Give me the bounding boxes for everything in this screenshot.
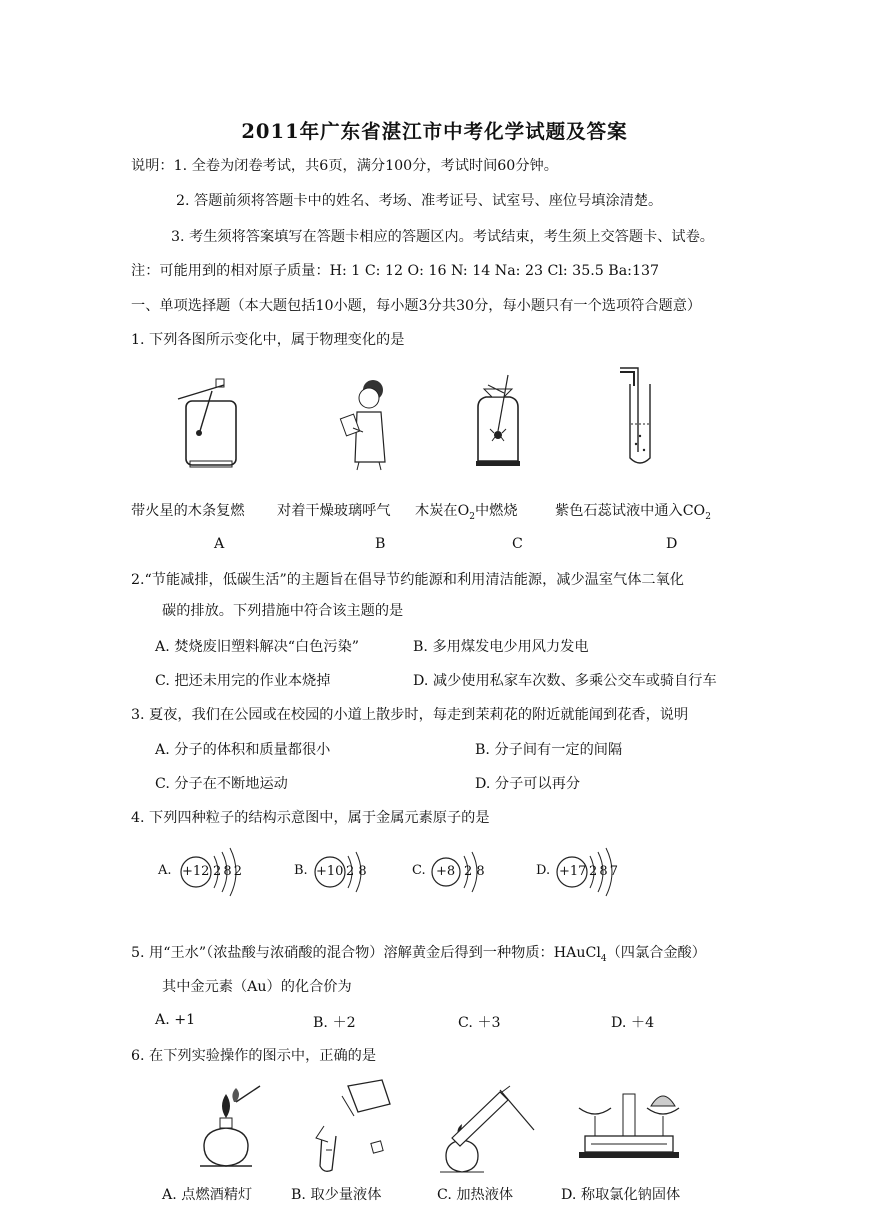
note-2: 2. 答题前须将答题卡中的姓名、考场、准考证号、试室号、座位号填涂清楚。	[176, 193, 663, 209]
page-title: 2011年广东省湛江市中考化学试题及答案	[241, 120, 628, 143]
q1-caption-b: 对着干燥玻璃呼气	[277, 503, 391, 519]
liquid-transfer-illustration	[306, 1076, 396, 1178]
q3-option-b: B. 分子间有一定的间隔	[475, 742, 623, 758]
note-1: 说明：1. 全卷为闭卷考试，共6页，满分100分，考试时间60分钟。	[131, 158, 558, 174]
q1-caption-c: 木炭在$O_2$中燃烧	[415, 503, 518, 522]
q2-option-b: B. 多用煤发电少用风力发电	[413, 639, 589, 655]
atom-diagram-b	[294, 844, 404, 900]
charcoal-jar-illustration	[468, 373, 528, 473]
question-2-stem: 2.“节能减排，低碳生活”的主题旨在倡导节约能源和利用清洁能源，减少温室气体二氧化	[131, 572, 684, 588]
q5-option-b: B. ＋2	[313, 1015, 356, 1031]
q5-option-d: D. ＋4	[611, 1015, 655, 1031]
q2-option-c: C. 把还未用完的作业本烧掉	[155, 673, 331, 689]
atom-c-letter: C.	[412, 863, 426, 878]
note-atomic-mass: 注：可能用到的相对原子质量：H: 1 C: 12 O: 16 N: 14 Na: 23 Cl: 35.5 Ba:137	[131, 263, 660, 279]
q6-caption-d: D. 称取氯化钠固体	[561, 1187, 681, 1203]
q3-option-d: D. 分子可以再分	[475, 776, 581, 792]
q2-option-a: A. 焚烧废旧塑料解决“白色污染”	[155, 639, 360, 655]
atom-d-shells: 2 8 7	[589, 864, 618, 879]
girl-breathing-illustration	[333, 372, 393, 472]
question-2-stem-cont: 碳的排放。下列措施中符合该主题的是	[162, 603, 404, 619]
q1-letter-a: A	[214, 536, 225, 552]
atom-b-shells: 2 8	[346, 864, 367, 879]
q1-letter-c: C	[512, 536, 523, 552]
q1-caption-d: 紫色石蕊试液中通入$CO_2$	[555, 503, 711, 522]
q5-option-a: A. +1	[155, 1012, 196, 1028]
balance-scale-illustration	[575, 1080, 685, 1178]
q3-option-a: A. 分子的体积和质量都很小	[155, 742, 331, 758]
alcohol-lamp-lighting-illustration	[190, 1082, 270, 1178]
atom-c-nucleus: +8	[436, 864, 456, 879]
question-4-stem: 4. 下列四种粒子的结构示意图中，属于金属元素原子的是	[131, 810, 490, 826]
q1-caption-a: 带火星的木条复燃	[131, 503, 245, 519]
q6-caption-a: A. 点燃酒精灯	[162, 1187, 253, 1203]
section-heading: 一、单项选择题（本大题包括10小题，每小题3分共30分，每小题只有一个选项符合题意）	[131, 298, 702, 314]
question-3-stem: 3. 夏夜，我们在公园或在校园的小道上散步时，每走到茉莉花的附近就能闻到花香，说明	[131, 707, 689, 723]
q6-caption-c: C. 加热液体	[437, 1187, 514, 1203]
atom-diagram-c	[412, 844, 522, 900]
atom-diagram-d	[536, 844, 646, 900]
atom-a-shells: 2 8 2	[213, 864, 242, 879]
question-5-stem: 5. 用“王水”（浓盐酸与浓硝酸的混合物）溶解黄金后得到一种物质：HAuCl$_4$（四氯合金酸）	[131, 945, 706, 964]
q6-caption-b: B. 取少量液体	[291, 1187, 382, 1203]
jar-splint-illustration	[176, 373, 246, 473]
atom-d-nucleus: +17	[559, 864, 587, 879]
q3-option-c: C. 分子在不断地运动	[155, 776, 288, 792]
atom-a-nucleus: +12	[182, 864, 210, 879]
atom-d-letter: D.	[536, 863, 551, 878]
q5-option-c: C. ＋3	[458, 1015, 501, 1031]
question-1-stem: 1. 下列各图所示变化中，属于物理变化的是	[131, 332, 405, 348]
atom-b-letter: B.	[294, 863, 308, 878]
atom-a-letter: A.	[158, 863, 172, 878]
note-3: 3. 考生须将答案填写在答题卡相应的答题区内。考试结束，考生须上交答题卡、试卷。	[171, 229, 714, 245]
q1-letter-b: B	[375, 536, 386, 552]
atom-c-shells: 2 8	[464, 864, 485, 879]
q1-letter-d: D	[666, 536, 678, 552]
q2-option-d: D. 减少使用私家车次数、多乘公交车或骑自行车	[413, 673, 717, 689]
question-5-stem-cont: 其中金元素（Au）的化合价为	[162, 979, 352, 995]
question-6-stem: 6. 在下列实验操作的图示中，正确的是	[131, 1048, 377, 1064]
heating-liquid-illustration	[432, 1082, 542, 1178]
atom-b-nucleus: +10	[316, 864, 344, 879]
test-tube-co2-illustration	[614, 364, 664, 472]
atom-diagram-a	[158, 844, 268, 900]
